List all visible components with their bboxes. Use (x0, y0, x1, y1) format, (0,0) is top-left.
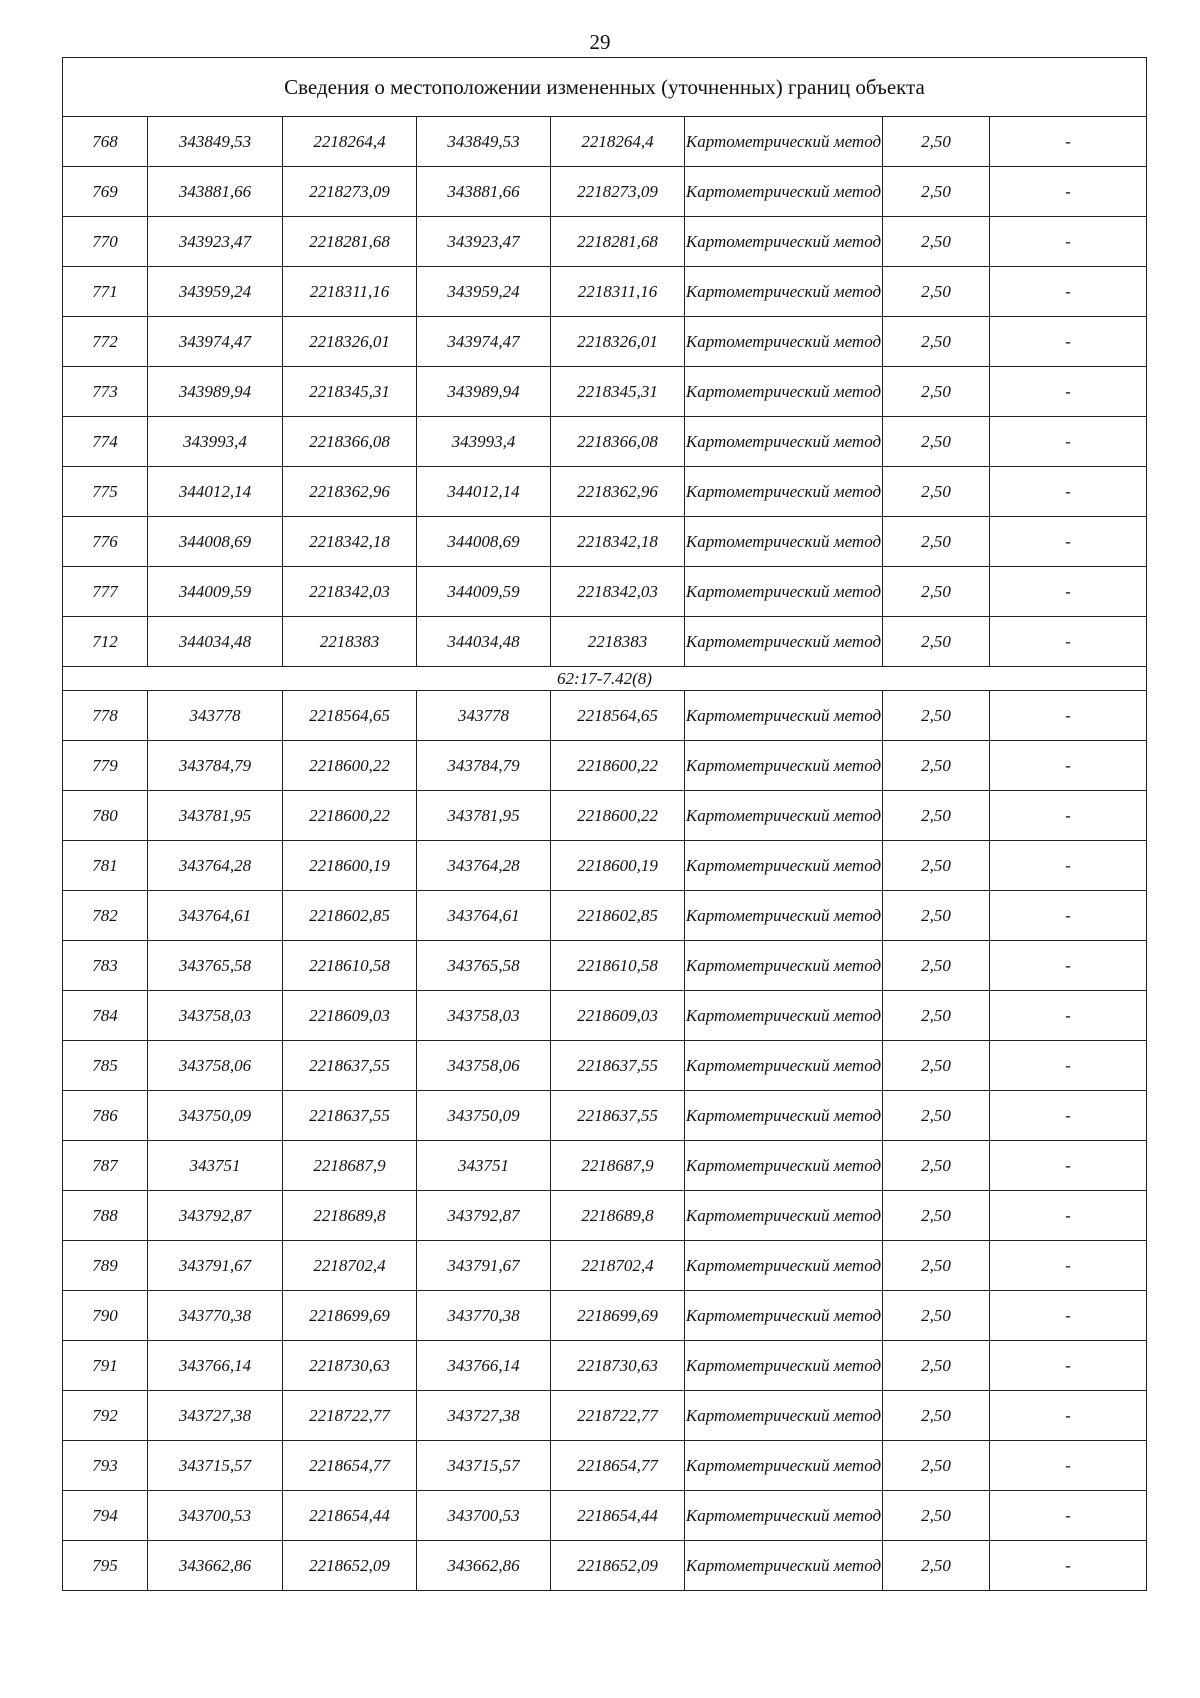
method-cell: Картометрический метод (685, 167, 883, 217)
description-cell: - (990, 941, 1147, 991)
y-existing-cell: 2218689,8 (283, 1191, 417, 1241)
accuracy-cell: 2,50 (883, 841, 990, 891)
method-cell: Картометрический метод (685, 741, 883, 791)
accuracy-cell: 2,50 (883, 217, 990, 267)
point-number-cell: 776 (63, 517, 148, 567)
y-new-cell: 2218311,16 (551, 267, 685, 317)
y-existing-cell: 2218281,68 (283, 217, 417, 267)
y-new-cell: 2218600,22 (551, 791, 685, 841)
point-number-cell: 792 (63, 1391, 148, 1441)
x-new-cell: 343781,95 (417, 791, 551, 841)
y-new-cell: 2218609,03 (551, 991, 685, 1041)
point-number-cell: 794 (63, 1491, 148, 1541)
table-title: Сведения о местоположении измененных (уточненных) границ объекта (63, 58, 1147, 117)
x-existing-cell: 343715,57 (148, 1441, 283, 1491)
x-existing-cell: 343765,58 (148, 941, 283, 991)
accuracy-cell: 2,50 (883, 1441, 990, 1491)
accuracy-cell: 2,50 (883, 367, 990, 417)
accuracy-cell: 2,50 (883, 167, 990, 217)
x-existing-cell: 343974,47 (148, 317, 283, 367)
accuracy-cell: 2,50 (883, 1141, 990, 1191)
y-existing-cell: 2218610,58 (283, 941, 417, 991)
description-cell: - (990, 1241, 1147, 1291)
y-new-cell: 2218564,65 (551, 691, 685, 741)
y-existing-cell: 2218637,55 (283, 1091, 417, 1141)
method-cell: Картометрический метод (685, 1491, 883, 1541)
x-existing-cell: 344008,69 (148, 517, 283, 567)
x-new-cell: 343700,53 (417, 1491, 551, 1541)
method-cell: Картометрический метод (685, 891, 883, 941)
contour-label-row (63, 667, 1147, 691)
x-existing-cell: 343758,03 (148, 991, 283, 1041)
table-row (63, 467, 1147, 517)
method-cell: Картометрический метод (685, 267, 883, 317)
x-existing-cell: 343766,14 (148, 1341, 283, 1391)
point-number-cell: 788 (63, 1191, 148, 1241)
table-row (63, 991, 1147, 1041)
y-existing-cell: 2218600,22 (283, 791, 417, 841)
accuracy-cell: 2,50 (883, 517, 990, 567)
x-new-cell: 343791,67 (417, 1241, 551, 1291)
accuracy-cell: 2,50 (883, 417, 990, 467)
y-existing-cell: 2218652,09 (283, 1541, 417, 1591)
x-new-cell: 344012,14 (417, 467, 551, 517)
page-number: 29 (589, 30, 611, 54)
y-new-cell: 2218362,96 (551, 467, 685, 517)
y-existing-cell: 2218342,18 (283, 517, 417, 567)
y-new-cell: 2218600,19 (551, 841, 685, 891)
table-row (63, 941, 1147, 991)
x-existing-cell: 343758,06 (148, 1041, 283, 1091)
boundary-coordinates-table (62, 57, 1147, 1591)
table-row (63, 1191, 1147, 1241)
description-cell: - (990, 467, 1147, 517)
table-row (63, 1391, 1147, 1441)
accuracy-cell: 2,50 (883, 1041, 990, 1091)
point-number-cell: 791 (63, 1341, 148, 1391)
method-cell: Картометрический метод (685, 1541, 883, 1591)
y-new-cell: 2218702,4 (551, 1241, 685, 1291)
y-new-cell: 2218610,58 (551, 941, 685, 991)
method-cell: Картометрический метод (685, 1441, 883, 1491)
accuracy-cell: 2,50 (883, 1491, 990, 1541)
table-row (63, 1491, 1147, 1541)
method-cell: Картометрический метод (685, 1041, 883, 1091)
accuracy-cell: 2,50 (883, 1241, 990, 1291)
x-existing-cell: 343750,09 (148, 1091, 283, 1141)
accuracy-cell: 2,50 (883, 741, 990, 791)
x-new-cell: 343764,61 (417, 891, 551, 941)
y-existing-cell: 2218730,63 (283, 1341, 417, 1391)
description-cell: - (990, 417, 1147, 467)
method-cell: Картометрический метод (685, 117, 883, 167)
accuracy-cell: 2,50 (883, 1291, 990, 1341)
table-row (63, 741, 1147, 791)
y-existing-cell: 2218654,44 (283, 1491, 417, 1541)
method-cell: Картометрический метод (685, 317, 883, 367)
y-existing-cell: 2218654,77 (283, 1441, 417, 1491)
x-existing-cell: 343849,53 (148, 117, 283, 167)
point-number-cell: 769 (63, 167, 148, 217)
description-cell: - (990, 891, 1147, 941)
description-cell: - (990, 367, 1147, 417)
point-number-cell: 790 (63, 1291, 148, 1341)
x-existing-cell: 344012,14 (148, 467, 283, 517)
method-cell: Картометрический метод (685, 941, 883, 991)
description-cell: - (990, 117, 1147, 167)
x-new-cell: 343792,87 (417, 1191, 551, 1241)
x-new-cell: 343923,47 (417, 217, 551, 267)
table-row (63, 617, 1147, 667)
point-number-cell: 780 (63, 791, 148, 841)
x-existing-cell: 343700,53 (148, 1491, 283, 1541)
y-new-cell: 2218699,69 (551, 1291, 685, 1341)
table-row (63, 1441, 1147, 1491)
y-new-cell: 2218281,68 (551, 217, 685, 267)
description-cell: - (990, 991, 1147, 1041)
x-existing-cell: 343993,4 (148, 417, 283, 467)
method-cell: Картометрический метод (685, 691, 883, 741)
x-new-cell: 343959,24 (417, 267, 551, 317)
point-number-cell: 782 (63, 891, 148, 941)
y-existing-cell: 2218702,4 (283, 1241, 417, 1291)
x-new-cell: 343993,4 (417, 417, 551, 467)
y-new-cell: 2218637,55 (551, 1091, 685, 1141)
table-row (63, 891, 1147, 941)
point-number-cell: 778 (63, 691, 148, 741)
x-existing-cell: 344034,48 (148, 617, 283, 667)
point-number-cell: 786 (63, 1091, 148, 1141)
description-cell: - (990, 1041, 1147, 1091)
y-new-cell: 2218730,63 (551, 1341, 685, 1391)
x-existing-cell: 343778 (148, 691, 283, 741)
x-new-cell: 343751 (417, 1141, 551, 1191)
y-new-cell: 2218366,08 (551, 417, 685, 467)
x-new-cell: 343989,94 (417, 367, 551, 417)
x-existing-cell: 343923,47 (148, 217, 283, 267)
description-cell: - (990, 1341, 1147, 1391)
accuracy-cell: 2,50 (883, 991, 990, 1041)
y-new-cell: 2218652,09 (551, 1541, 685, 1591)
accuracy-cell: 2,50 (883, 1191, 990, 1241)
accuracy-cell: 2,50 (883, 567, 990, 617)
y-new-cell: 2218602,85 (551, 891, 685, 941)
table-body (63, 58, 1147, 1591)
description-cell: - (990, 1391, 1147, 1441)
table-row (63, 117, 1147, 167)
point-number-cell: 783 (63, 941, 148, 991)
y-existing-cell: 2218722,77 (283, 1391, 417, 1441)
y-new-cell: 2218342,03 (551, 567, 685, 617)
y-new-cell: 2218342,18 (551, 517, 685, 567)
point-number-cell: 770 (63, 217, 148, 267)
table-title-row (63, 58, 1147, 117)
point-number-cell: 795 (63, 1541, 148, 1591)
description-cell: - (990, 217, 1147, 267)
accuracy-cell: 2,50 (883, 617, 990, 667)
y-existing-cell: 2218362,96 (283, 467, 417, 517)
accuracy-cell: 2,50 (883, 1091, 990, 1141)
y-existing-cell: 2218383 (283, 617, 417, 667)
description-cell: - (990, 317, 1147, 367)
x-existing-cell: 343751 (148, 1141, 283, 1191)
accuracy-cell: 2,50 (883, 317, 990, 367)
point-number-cell: 784 (63, 991, 148, 1041)
y-existing-cell: 2218366,08 (283, 417, 417, 467)
method-cell: Картометрический метод (685, 417, 883, 467)
method-cell: Картометрический метод (685, 841, 883, 891)
x-new-cell: 344009,59 (417, 567, 551, 617)
table-row (63, 267, 1147, 317)
y-new-cell: 2218654,77 (551, 1441, 685, 1491)
x-new-cell: 343784,79 (417, 741, 551, 791)
method-cell: Картометрический метод (685, 991, 883, 1041)
description-cell: - (990, 791, 1147, 841)
y-existing-cell: 2218600,19 (283, 841, 417, 891)
x-new-cell: 344034,48 (417, 617, 551, 667)
x-new-cell: 343758,03 (417, 991, 551, 1041)
y-existing-cell: 2218342,03 (283, 567, 417, 617)
y-existing-cell: 2218602,85 (283, 891, 417, 941)
table-row (63, 1341, 1147, 1391)
method-cell: Картометрический метод (685, 1391, 883, 1441)
point-number-cell: 779 (63, 741, 148, 791)
accuracy-cell: 2,50 (883, 467, 990, 517)
point-number-cell: 772 (63, 317, 148, 367)
method-cell: Картометрический метод (685, 367, 883, 417)
y-new-cell: 2218273,09 (551, 167, 685, 217)
method-cell: Картометрический метод (685, 217, 883, 267)
table-row (63, 841, 1147, 891)
x-new-cell: 343974,47 (417, 317, 551, 367)
point-number-cell: 771 (63, 267, 148, 317)
point-number-cell: 777 (63, 567, 148, 617)
method-cell: Картометрический метод (685, 1141, 883, 1191)
method-cell: Картометрический метод (685, 1191, 883, 1241)
point-number-cell: 789 (63, 1241, 148, 1291)
method-cell: Картометрический метод (685, 1291, 883, 1341)
y-new-cell: 2218722,77 (551, 1391, 685, 1441)
y-existing-cell: 2218264,4 (283, 117, 417, 167)
y-new-cell: 2218345,31 (551, 367, 685, 417)
x-new-cell: 343764,28 (417, 841, 551, 891)
y-new-cell: 2218600,22 (551, 741, 685, 791)
table-row (63, 791, 1147, 841)
table-row (63, 417, 1147, 467)
x-new-cell: 343750,09 (417, 1091, 551, 1141)
x-new-cell: 343766,14 (417, 1341, 551, 1391)
accuracy-cell: 2,50 (883, 891, 990, 941)
x-new-cell: 343715,57 (417, 1441, 551, 1491)
table-row (63, 1541, 1147, 1591)
description-cell: - (990, 1491, 1147, 1541)
x-new-cell: 343662,86 (417, 1541, 551, 1591)
y-existing-cell: 2218326,01 (283, 317, 417, 367)
y-existing-cell: 2218600,22 (283, 741, 417, 791)
x-new-cell: 344008,69 (417, 517, 551, 567)
accuracy-cell: 2,50 (883, 117, 990, 167)
table-row (63, 1041, 1147, 1091)
accuracy-cell: 2,50 (883, 267, 990, 317)
y-new-cell: 2218264,4 (551, 117, 685, 167)
method-cell: Картометрический метод (685, 517, 883, 567)
x-new-cell: 343778 (417, 691, 551, 741)
x-existing-cell: 343770,38 (148, 1291, 283, 1341)
table-row (63, 1091, 1147, 1141)
description-cell: - (990, 167, 1147, 217)
point-number-cell: 787 (63, 1141, 148, 1191)
accuracy-cell: 2,50 (883, 1341, 990, 1391)
method-cell: Картометрический метод (685, 1341, 883, 1391)
y-existing-cell: 2218345,31 (283, 367, 417, 417)
point-number-cell: 775 (63, 467, 148, 517)
x-existing-cell: 343881,66 (148, 167, 283, 217)
description-cell: - (990, 841, 1147, 891)
y-existing-cell: 2218699,69 (283, 1291, 417, 1341)
y-new-cell: 2218687,9 (551, 1141, 685, 1191)
description-cell: - (990, 1191, 1147, 1241)
y-new-cell: 2218383 (551, 617, 685, 667)
description-cell: - (990, 1291, 1147, 1341)
y-existing-cell: 2218311,16 (283, 267, 417, 317)
y-existing-cell: 2218564,65 (283, 691, 417, 741)
y-new-cell: 2218654,44 (551, 1491, 685, 1541)
x-existing-cell: 343989,94 (148, 367, 283, 417)
method-cell: Картометрический метод (685, 1091, 883, 1141)
description-cell: - (990, 1541, 1147, 1591)
description-cell: - (990, 617, 1147, 667)
table-row (63, 1141, 1147, 1191)
method-cell: Картометрический метод (685, 617, 883, 667)
table-row (63, 367, 1147, 417)
point-number-cell: 773 (63, 367, 148, 417)
method-cell: Картометрический метод (685, 1241, 883, 1291)
x-existing-cell: 343959,24 (148, 267, 283, 317)
x-new-cell: 343881,66 (417, 167, 551, 217)
method-cell: Картометрический метод (685, 467, 883, 517)
x-existing-cell: 343781,95 (148, 791, 283, 841)
table-row (63, 517, 1147, 567)
point-number-cell: 785 (63, 1041, 148, 1091)
x-new-cell: 343727,38 (417, 1391, 551, 1441)
x-new-cell: 343849,53 (417, 117, 551, 167)
y-existing-cell: 2218273,09 (283, 167, 417, 217)
table-row (63, 167, 1147, 217)
description-cell: - (990, 1141, 1147, 1191)
x-new-cell: 343765,58 (417, 941, 551, 991)
y-existing-cell: 2218687,9 (283, 1141, 417, 1191)
description-cell: - (990, 567, 1147, 617)
method-cell: Картометрический метод (685, 567, 883, 617)
table-row (63, 1241, 1147, 1291)
x-new-cell: 343758,06 (417, 1041, 551, 1091)
x-existing-cell: 343791,67 (148, 1241, 283, 1291)
x-existing-cell: 343764,28 (148, 841, 283, 891)
accuracy-cell: 2,50 (883, 1541, 990, 1591)
description-cell: - (990, 741, 1147, 791)
description-cell: - (990, 691, 1147, 741)
table-row (63, 567, 1147, 617)
y-existing-cell: 2218637,55 (283, 1041, 417, 1091)
accuracy-cell: 2,50 (883, 791, 990, 841)
table-row (63, 217, 1147, 267)
x-existing-cell: 343784,79 (148, 741, 283, 791)
point-number-cell: 768 (63, 117, 148, 167)
point-number-cell: 712 (63, 617, 148, 667)
point-number-cell: 793 (63, 1441, 148, 1491)
description-cell: - (990, 267, 1147, 317)
point-number-cell: 781 (63, 841, 148, 891)
x-existing-cell: 343764,61 (148, 891, 283, 941)
accuracy-cell: 2,50 (883, 691, 990, 741)
table-row (63, 317, 1147, 367)
x-existing-cell: 343727,38 (148, 1391, 283, 1441)
description-cell: - (990, 1091, 1147, 1141)
method-cell: Картометрический метод (685, 791, 883, 841)
table-row (63, 691, 1147, 741)
accuracy-cell: 2,50 (883, 1391, 990, 1441)
accuracy-cell: 2,50 (883, 941, 990, 991)
x-existing-cell: 343662,86 (148, 1541, 283, 1591)
x-new-cell: 343770,38 (417, 1291, 551, 1341)
y-new-cell: 2218326,01 (551, 317, 685, 367)
y-existing-cell: 2218609,03 (283, 991, 417, 1041)
x-existing-cell: 343792,87 (148, 1191, 283, 1241)
x-existing-cell: 344009,59 (148, 567, 283, 617)
point-number-cell: 774 (63, 417, 148, 467)
table-row (63, 1291, 1147, 1341)
description-cell: - (990, 517, 1147, 567)
contour-label: 62:17-7.42(8) (63, 667, 1147, 691)
y-new-cell: 2218637,55 (551, 1041, 685, 1091)
description-cell: - (990, 1441, 1147, 1491)
y-new-cell: 2218689,8 (551, 1191, 685, 1241)
